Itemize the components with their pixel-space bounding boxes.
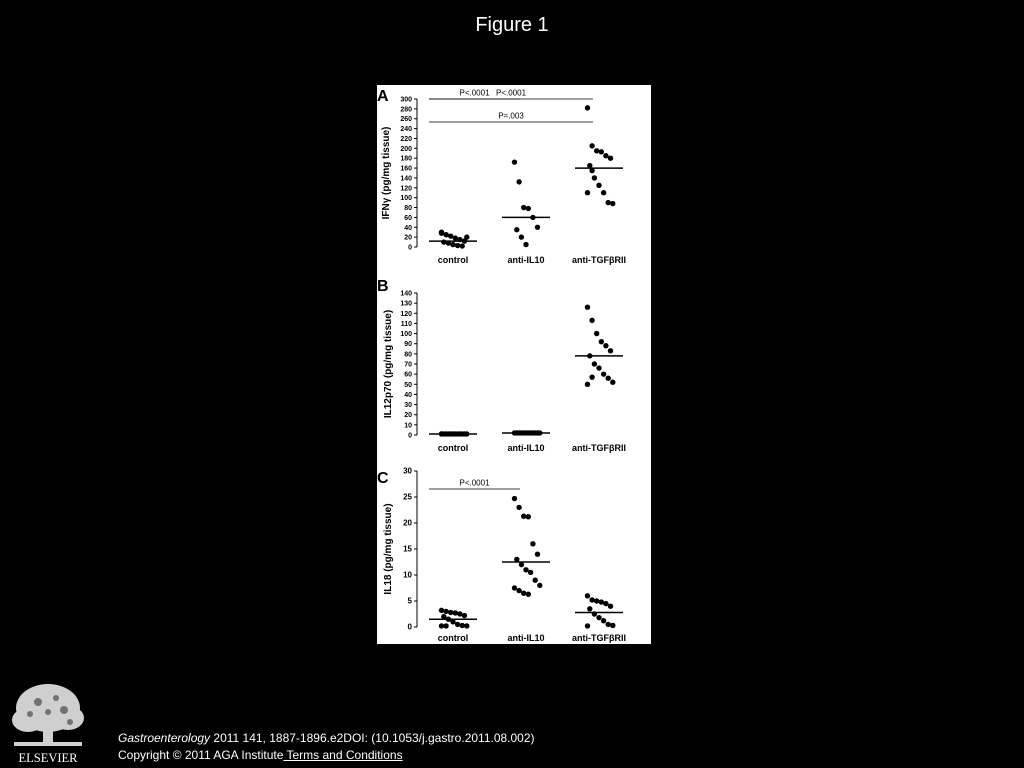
- y-tick-label: 5: [407, 596, 412, 606]
- data-point: [603, 601, 608, 606]
- y-tick-label: 30: [403, 466, 412, 476]
- data-point: [516, 505, 521, 510]
- data-point: [519, 234, 524, 239]
- y-tick-label: 0: [408, 432, 412, 440]
- data-point: [530, 541, 535, 546]
- y-tick-label: 100: [400, 195, 412, 203]
- category-label: anti-TGFβRII: [572, 255, 626, 265]
- data-point: [587, 606, 592, 611]
- data-point: [594, 598, 599, 603]
- panel-a: [377, 88, 626, 265]
- figure-panel: [377, 85, 651, 644]
- y-tick-label: 130: [400, 300, 412, 308]
- citation-journal: Gastroenterology: [118, 731, 211, 745]
- data-point: [439, 623, 444, 628]
- data-point: [610, 623, 615, 628]
- data-point: [603, 343, 608, 348]
- data-point: [596, 365, 601, 370]
- data-point: [592, 175, 597, 180]
- y-tick-label: 240: [400, 126, 412, 134]
- data-point: [589, 597, 594, 602]
- y-tick-label: 0: [407, 622, 412, 632]
- data-point: [610, 380, 615, 385]
- data-point: [453, 610, 458, 615]
- y-tick-label: 20: [403, 518, 412, 528]
- data-point: [521, 514, 526, 519]
- y-tick-label: 220: [400, 135, 412, 143]
- y-tick-label: 180: [400, 155, 412, 163]
- p-value-label: P=.003: [498, 111, 524, 121]
- data-point: [460, 243, 465, 248]
- y-tick-label: 60: [404, 214, 412, 222]
- y-tick-label: 70: [404, 361, 412, 369]
- y-tick-label: 120: [400, 185, 412, 193]
- slide-title: Figure 1: [475, 14, 549, 36]
- p-value-label: P<.0001: [459, 88, 490, 98]
- data-point: [448, 610, 453, 615]
- data-point: [528, 570, 533, 575]
- data-point: [457, 611, 462, 616]
- data-point: [443, 609, 448, 614]
- y-tick-label: 280: [400, 106, 412, 114]
- data-point: [455, 243, 460, 248]
- panel-letter: A: [377, 88, 389, 105]
- data-point: [585, 623, 590, 628]
- panel-c: [377, 467, 626, 644]
- y-tick-label: 100: [400, 331, 412, 339]
- data-point: [512, 585, 517, 590]
- y-tick-label: 90: [404, 341, 412, 349]
- copyright-text: Copyright © 2011 AGA Institute: [118, 748, 284, 762]
- data-point: [516, 179, 521, 184]
- data-point: [585, 190, 590, 195]
- data-point: [608, 156, 613, 161]
- y-tick-label: 20: [404, 412, 412, 420]
- y-axis-label: IL12p70 (pg/mg tissue): [383, 309, 394, 419]
- data-point: [462, 613, 467, 618]
- data-point: [596, 183, 601, 188]
- p-value-label: P<.0001: [495, 88, 527, 98]
- data-point: [603, 153, 608, 158]
- data-point: [589, 318, 594, 323]
- y-tick-label: 200: [400, 145, 412, 153]
- y-axis-label: IL18 (pg/mg tissue): [383, 503, 394, 595]
- category-label: anti-IL10: [507, 633, 545, 643]
- y-tick-label: 15: [403, 544, 412, 554]
- figure-chart: [377, 85, 651, 644]
- y-tick-label: 160: [400, 165, 412, 173]
- y-axis-label: IFNγ (pg/mg tissue): [381, 126, 392, 220]
- y-tick-label: 120: [400, 310, 412, 318]
- category-label: anti-TGFβRII: [572, 633, 626, 643]
- data-point: [535, 225, 540, 230]
- citation: [118, 731, 535, 745]
- data-point: [512, 159, 517, 164]
- data-point: [537, 583, 542, 588]
- data-point: [599, 149, 604, 154]
- y-tick-label: 40: [404, 224, 412, 232]
- data-point: [589, 143, 594, 148]
- data-point: [608, 604, 613, 609]
- y-tick-label: 40: [404, 391, 412, 399]
- data-point: [514, 227, 519, 232]
- category-label: control: [437, 633, 469, 643]
- data-point: [439, 230, 444, 235]
- data-point: [441, 239, 446, 244]
- data-point: [596, 615, 601, 620]
- y-tick-label: 260: [400, 116, 412, 124]
- p-value-label: P<.0001: [459, 478, 490, 488]
- data-point: [589, 374, 594, 379]
- data-point: [585, 382, 590, 387]
- data-point: [526, 206, 531, 211]
- y-tick-label: 25: [403, 492, 412, 502]
- data-point: [599, 599, 604, 604]
- elsevier-tree-logo: [8, 680, 88, 766]
- data-point: [453, 235, 458, 240]
- data-point: [464, 234, 469, 239]
- y-tick-label: 140: [400, 175, 412, 183]
- data-point: [601, 190, 606, 195]
- category-label: anti-IL10: [507, 443, 545, 453]
- elsevier-wordmark: ELSEVIER: [18, 751, 78, 765]
- data-point: [601, 618, 606, 623]
- data-point: [599, 339, 604, 344]
- y-tick-label: 140: [400, 290, 412, 298]
- data-point: [606, 376, 611, 381]
- category-label: anti-IL10: [507, 255, 545, 265]
- data-point: [610, 201, 615, 206]
- category-label: control: [437, 443, 469, 453]
- data-point: [535, 552, 540, 557]
- data-point: [585, 105, 590, 110]
- category-label: anti-TGFβRII: [572, 443, 626, 453]
- citation-details: 2011 141, 1887-1896.e2DOI: (10.1053/j.gastro.2011.08.002): [210, 731, 535, 745]
- data-point: [464, 623, 469, 628]
- panel-letter: C: [377, 470, 389, 487]
- y-tick-label: 80: [404, 351, 412, 359]
- data-point: [460, 623, 465, 628]
- data-point: [606, 200, 611, 205]
- data-point: [521, 205, 526, 210]
- y-tick-label: 80: [404, 205, 412, 213]
- data-point: [526, 592, 531, 597]
- data-point: [455, 622, 460, 627]
- terms-link[interactable]: Terms and Conditions: [283, 748, 403, 762]
- data-point: [594, 331, 599, 336]
- y-tick-label: 110: [400, 320, 412, 328]
- data-point: [606, 622, 611, 627]
- y-tick-label: 60: [404, 371, 412, 379]
- y-tick-label: 10: [404, 422, 412, 430]
- category-label: control: [437, 255, 469, 265]
- copyright-line: [118, 748, 403, 762]
- data-point: [585, 305, 590, 310]
- data-point: [516, 588, 521, 593]
- data-point: [594, 148, 599, 153]
- data-point: [533, 578, 538, 583]
- y-tick-label: 20: [404, 234, 412, 242]
- data-point: [585, 593, 590, 598]
- data-point: [523, 242, 528, 247]
- data-point: [448, 233, 453, 238]
- data-point: [608, 348, 613, 353]
- data-point: [443, 623, 448, 628]
- data-point: [450, 242, 455, 247]
- y-tick-label: 50: [404, 381, 412, 389]
- data-point: [523, 567, 528, 572]
- y-tick-label: 300: [400, 96, 412, 104]
- y-tick-label: 30: [404, 402, 412, 410]
- data-point: [443, 232, 448, 237]
- panel-letter: B: [377, 278, 389, 295]
- y-tick-label: 0: [408, 244, 412, 252]
- y-tick-label: 10: [403, 570, 412, 580]
- data-point: [439, 608, 444, 613]
- data-point: [526, 514, 531, 519]
- data-point: [512, 496, 517, 501]
- data-point: [601, 371, 606, 376]
- data-point: [521, 591, 526, 596]
- panel-b: [377, 89, 626, 454]
- data-point: [592, 361, 597, 366]
